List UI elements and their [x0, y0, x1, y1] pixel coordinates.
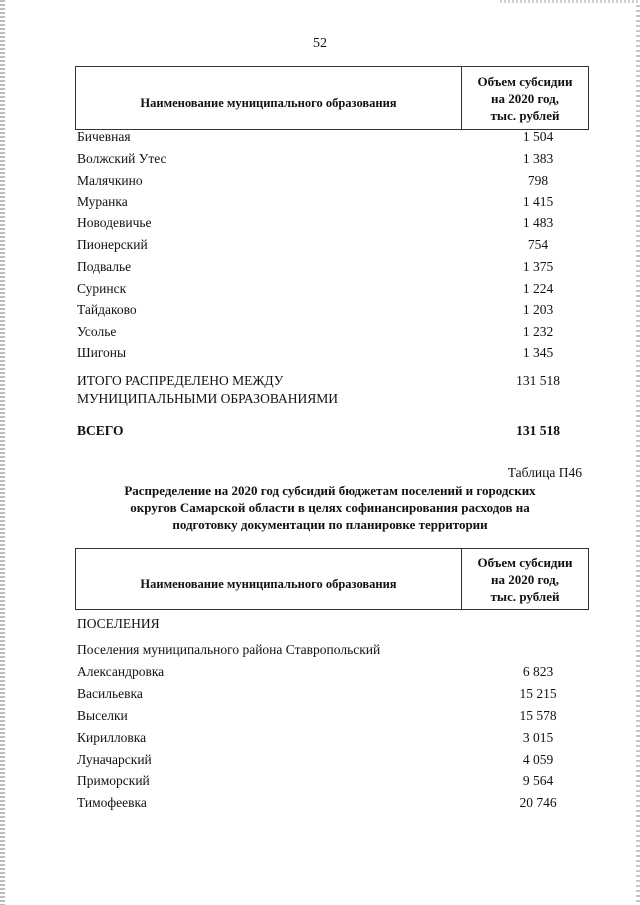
- section-heading-text: ПОСЕЛЕНИЯ: [77, 616, 160, 631]
- row-value: 1 345: [522, 345, 554, 360]
- table1-header: [75, 66, 589, 130]
- table-row: [75, 171, 595, 191]
- total-row: [75, 421, 595, 441]
- subtotal-row-line2: [75, 389, 595, 409]
- table2-title-line2: округов Самарской области в целях софинансирования расходов на: [130, 500, 530, 515]
- row-value: 1 383: [522, 151, 554, 166]
- row-name: Новодевичье: [77, 215, 152, 230]
- row-value: 1 415: [522, 194, 554, 209]
- row-value: 1 483: [522, 215, 554, 230]
- scan-edge-left: [0, 0, 5, 905]
- row-value: 15 578: [519, 708, 557, 723]
- table2-header-name: [76, 549, 462, 609]
- table1-header-sum-line1: Объем субсидии: [477, 73, 573, 89]
- table2-header-sum-line1: Объем субсидии: [477, 554, 573, 570]
- table-row: [75, 235, 595, 255]
- table2-header-name-text: Наименование муниципального образования: [140, 576, 397, 591]
- scan-edge-top: [500, 0, 640, 3]
- subtotal-label-line1: ИТОГО РАСПРЕДЕЛЕНО МЕЖДУ: [77, 373, 284, 388]
- row-name: Шигоны: [77, 345, 127, 360]
- row-name: Подвалье: [77, 259, 132, 274]
- table2-header-sum-line2: на 2020 год,: [490, 571, 560, 587]
- table2-header-sum-line3: тыс. рублей: [490, 588, 560, 604]
- row-name: Тайдаково: [77, 302, 137, 317]
- row-value: 4 059: [522, 752, 554, 767]
- table-row: [75, 300, 595, 320]
- table-row: [75, 684, 595, 704]
- row-value: 1 504: [522, 129, 554, 144]
- row-name: Бичевная: [77, 129, 131, 144]
- total-value: 131 518: [516, 423, 560, 438]
- table1-header-sum: [462, 67, 588, 129]
- table1-header-sum-line3: тыс. рублей: [490, 107, 560, 123]
- table2-title: [80, 482, 580, 533]
- row-name: Волжский Утес: [77, 151, 167, 166]
- page-number: 52: [313, 36, 327, 51]
- row-name: Пионерский: [77, 237, 148, 252]
- row-value: 15 215: [519, 686, 557, 701]
- row-name: Малячкино: [77, 173, 143, 188]
- table-row: [75, 662, 595, 682]
- row-name: Тимофеевка: [77, 795, 147, 810]
- table1-header-name: [76, 67, 462, 129]
- subtotal-value: 131 518: [516, 373, 560, 388]
- row-name: Луначарский: [77, 752, 152, 767]
- row-name: Муранка: [77, 194, 128, 209]
- table2-title-line1: Распределение на 2020 год субсидий бюджетам поселений и городских: [124, 483, 536, 498]
- row-name: Александровка: [77, 664, 165, 679]
- row-value: 6 823: [522, 664, 554, 679]
- row-value: 20 746: [519, 795, 557, 810]
- section-heading: [75, 614, 595, 634]
- row-name: Приморский: [77, 773, 150, 788]
- subsection-heading: [75, 640, 595, 660]
- table-row: [75, 213, 595, 233]
- row-value: 754: [527, 237, 549, 252]
- table2-header: [75, 548, 589, 610]
- table-row: [75, 257, 595, 277]
- table-row: [75, 192, 595, 212]
- row-value: 3 015: [522, 730, 554, 745]
- table-row: [75, 728, 595, 748]
- row-value: 798: [527, 173, 549, 188]
- table2-title-line3: подготовку документации по планировке территории: [172, 517, 488, 532]
- row-value: 1 203: [522, 302, 554, 317]
- row-value: 1 375: [522, 259, 554, 274]
- row-name: Суринск: [77, 281, 127, 296]
- table-row: [75, 127, 595, 147]
- row-value: 1 232: [522, 324, 554, 339]
- subtotal-row-line1: [75, 371, 595, 391]
- scan-edge-right: [636, 0, 640, 905]
- subtotal-label-line2: МУНИЦИПАЛЬНЫМИ ОБРАЗОВАНИЯМИ: [77, 391, 338, 406]
- table-row: [75, 279, 595, 299]
- table-row: [75, 750, 595, 770]
- row-value: 9 564: [522, 773, 554, 788]
- table-row: [75, 771, 595, 791]
- table-row: [75, 706, 595, 726]
- table-row: [75, 149, 595, 169]
- row-value: 1 224: [522, 281, 554, 296]
- row-name: Усолье: [77, 324, 117, 339]
- table1-header-sum-line2: на 2020 год,: [490, 90, 560, 106]
- total-label: ВСЕГО: [77, 423, 124, 438]
- row-name: Кирилловка: [77, 730, 147, 745]
- subsection-heading-text: Поселения муниципального района Ставропольский: [77, 642, 381, 657]
- table2-header-sum: [462, 549, 588, 609]
- table-row: [75, 793, 595, 813]
- table-row: [75, 343, 595, 363]
- row-name: Васильевка: [77, 686, 143, 701]
- table-row: [75, 322, 595, 342]
- table1-header-name-text: Наименование муниципального образования: [140, 95, 397, 110]
- table2-label: Таблица П46: [507, 465, 582, 480]
- row-name: Выселки: [77, 708, 128, 723]
